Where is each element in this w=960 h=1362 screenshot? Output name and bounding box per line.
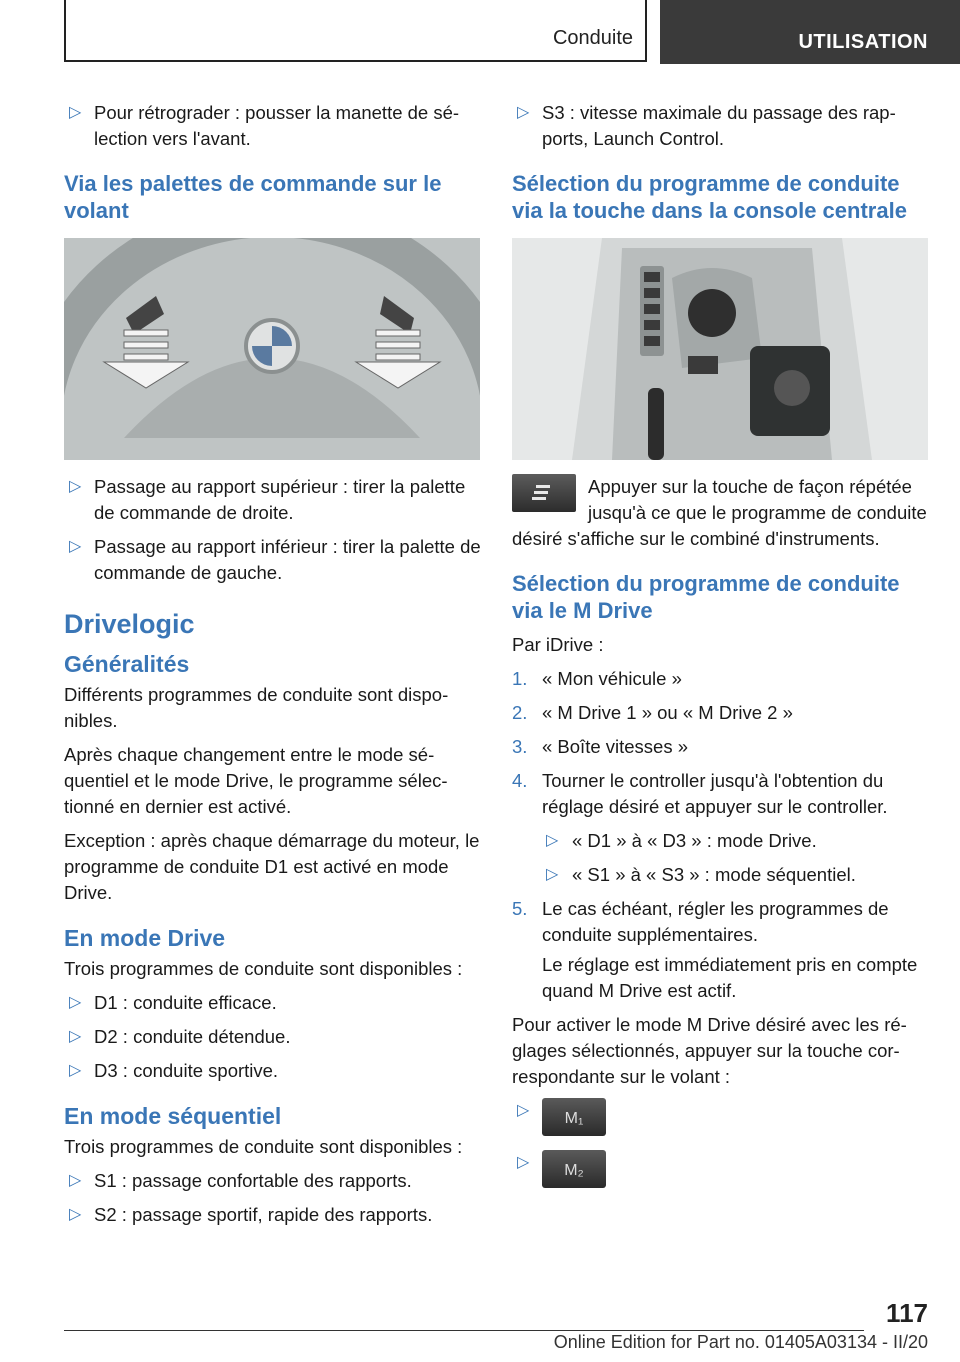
header-section-title: Conduite <box>552 27 633 49</box>
triangle-bullet-icon: ▷ <box>69 478 82 495</box>
triangle-bullet-icon: ▷ <box>69 1062 82 1079</box>
heading-drive: En mode Drive <box>64 925 226 951</box>
triangle-bullet-icon: ▷ <box>69 1206 82 1223</box>
button-paragraph: Appuyer sur la touche de façon répétée jusqu'à ce que le programme de conduite désiré s'affiche sur le combiné d'instruments. <box>512 476 927 549</box>
footer-divider <box>64 1330 864 1331</box>
paragraph: Différents programmes de conduite sont disponibles. <box>64 684 449 731</box>
list-item <box>512 1098 930 1140</box>
m2-button-icon: M₂ <box>542 1150 606 1188</box>
list-item: ▷ « D1 » à « D3 » : mode Drive. <box>512 828 930 854</box>
steering-wheel-image <box>64 238 480 460</box>
list-item: ▷ Pour rétrograder : pousser la manette de sélection vers l'avant. <box>69 102 460 149</box>
triangle-bullet-icon: ▷ <box>517 104 530 121</box>
paragraph: Pour activer le mode M Drive désiré avec les réglages sélectionnés, appuyer sur la touche correspondante sur le volant : <box>512 1014 907 1087</box>
triangle-bullet-icon: ▷ <box>69 1172 82 1189</box>
triangle-bullet-icon: ▷ <box>69 994 82 1011</box>
list-item: ▷ D1 : conduite efficace. <box>64 990 484 1016</box>
list-item: ▷ D2 : conduite détendue. <box>64 1024 484 1050</box>
paragraph: Exception : après chaque démarrage du moteur, le programme de conduite D1 est activé en mode Drive. <box>64 830 480 903</box>
list-item: 3. « Boîte vitesses » <box>512 736 689 757</box>
heading-palettes: Via les palettes de commande sur le volant <box>64 171 442 223</box>
list-item: ▷ Passage au rapport inférieur : tirer la palette de commande de gauche. <box>69 536 481 583</box>
header-section-box <box>64 0 647 62</box>
triangle-bullet-icon: ▷ <box>517 1102 530 1119</box>
left-column <box>64 100 484 1236</box>
triangle-bullet-icon: ▷ <box>69 538 82 555</box>
list-item: ▷ « S1 » à « S3 » : mode séquentiel. <box>512 862 930 888</box>
edition-note: Online Edition for Part no. 01405A03134 - II/20 <box>553 1332 928 1352</box>
triangle-bullet-icon: ▷ <box>69 104 82 121</box>
heading-generalites: Généralités <box>64 651 190 677</box>
header-chapter-tab <box>660 0 960 64</box>
m1-button-icon: M₁ <box>542 1098 606 1136</box>
list-item: 4. Tourner le controller jusqu'à l'obtention du réglage désiré et appuyer sur le controller. <box>512 770 888 817</box>
list-item: ▷ S1 : passage confortable des rapports. <box>64 1168 484 1194</box>
list-item: 2. « M Drive 1 » ou « M Drive 2 » <box>512 702 793 723</box>
center-console-image <box>512 238 928 460</box>
drive-mode-button-icon <box>512 474 576 512</box>
right-column <box>512 100 930 1200</box>
list-item: ▷ D3 : conduite sportive. <box>64 1058 484 1084</box>
heading-mdrive: Sélection du programme de conduite via le M Drive <box>512 571 900 623</box>
list-item: 1. « Mon véhicule » <box>512 668 682 689</box>
page-number: 117 <box>886 1298 928 1328</box>
triangle-bullet-icon: ▷ <box>69 1028 82 1045</box>
heading-sequentiel: En mode séquentiel <box>64 1103 282 1129</box>
triangle-bullet-icon: ▷ <box>546 832 559 849</box>
steering-wheel-illustration <box>64 238 480 460</box>
list-item: ▷ Passage au rapport supérieur : tirer la palette de commande de droite. <box>69 476 466 523</box>
paragraph: Trois programmes de conduite sont disponibles : <box>64 958 463 979</box>
paragraph: Trois programmes de conduite sont disponibles : <box>64 1136 463 1157</box>
header-chapter-title: UTILISATION <box>798 31 928 53</box>
list-item: 5. Le cas échéant, régler les programmes de conduite supplémentaires. <box>512 898 889 945</box>
heading-drivelogic: Drivelogic <box>64 609 195 639</box>
triangle-bullet-icon: ▷ <box>546 866 559 883</box>
list-item-note: Le réglage est immédiatement pris en compte quand M Drive est actif. <box>542 954 918 1001</box>
list-item: ▷ S3 : vitesse maximale du passage des rapports, Launch Control. <box>517 102 896 149</box>
center-console-illustration <box>512 238 928 460</box>
triangle-bullet-icon: ▷ <box>517 1154 530 1171</box>
list-item: ▷ S2 : passage sportif, rapide des rapports. <box>64 1202 484 1228</box>
heading-console: Sélection du programme de conduite via la touche dans la console centrale <box>512 171 907 223</box>
list-item <box>512 1150 930 1192</box>
paragraph: Après chaque changement entre le mode séquentiel et le mode Drive, le programme sélectionné en dernier est activé. <box>64 744 448 817</box>
paragraph: Par iDrive : <box>512 634 604 655</box>
